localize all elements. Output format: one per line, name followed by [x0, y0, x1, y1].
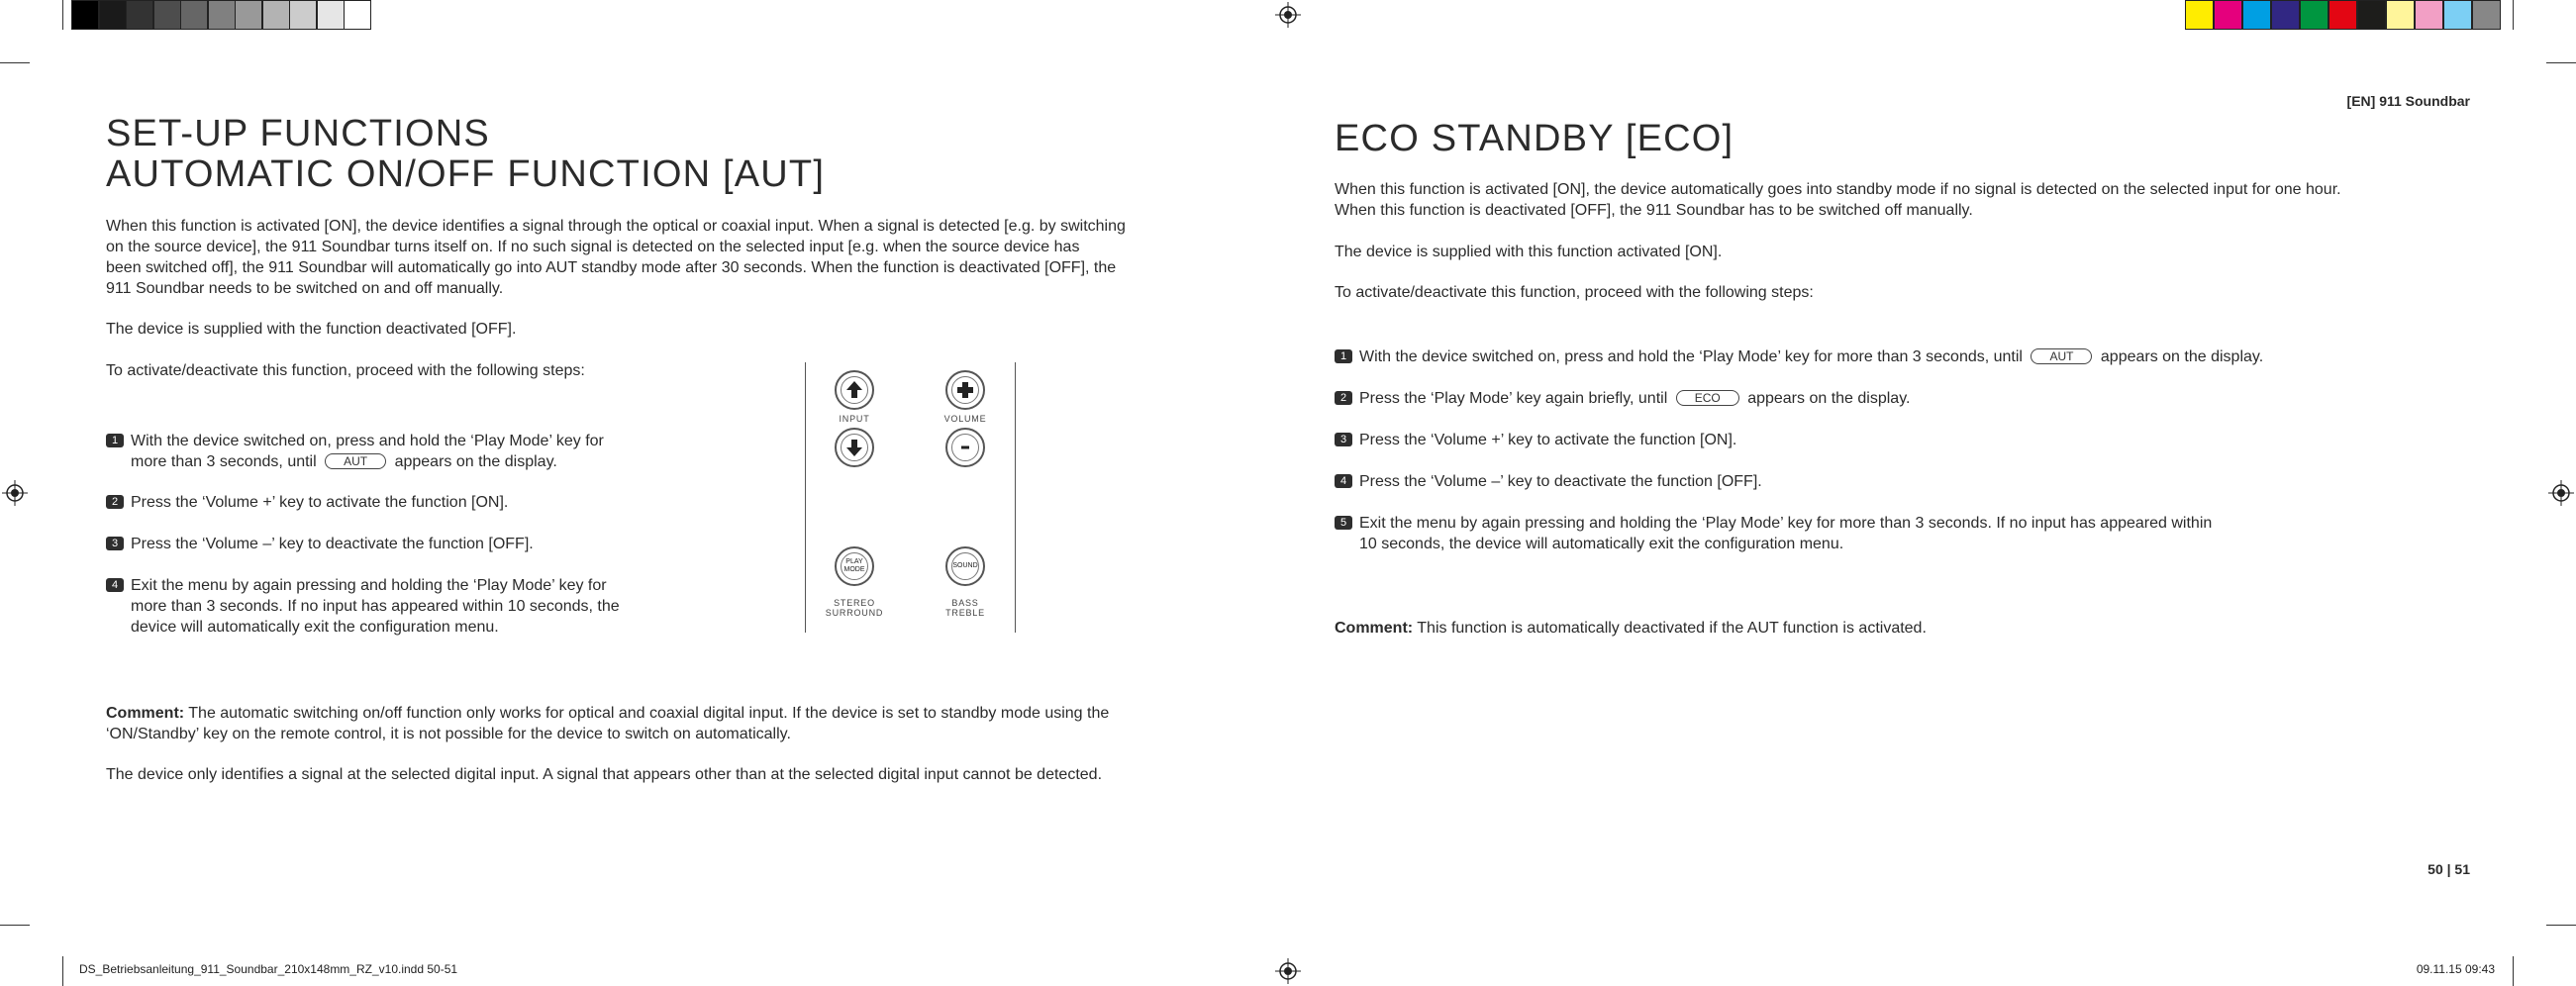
step-number: 4 [106, 578, 124, 592]
gray-swatch [289, 0, 317, 30]
step-2 [106, 492, 740, 513]
minus-icon [947, 430, 983, 465]
comment-label: Comment: [1335, 620, 1414, 637]
gray-swatch [99, 0, 127, 30]
volume-plus-button [945, 370, 985, 410]
arrow-down-icon [837, 430, 872, 465]
right-intro [1335, 179, 2483, 221]
stereo-label-line: SURROUND [825, 608, 884, 618]
eco-title: ECO STANDBY [ECO] [1335, 118, 1734, 159]
left-title [106, 114, 1244, 195]
color-swatch [2415, 0, 2443, 30]
step-number: 1 [106, 434, 124, 447]
lcd-display-eco: ECO [1676, 390, 1739, 406]
registration-mark-icon [2, 480, 28, 506]
gray-swatch [344, 0, 371, 30]
crop-mark [0, 925, 30, 926]
comment-line: ‘ON/Standby’ key on the remote control, it is not possible for the device to switch on automatically. [106, 726, 791, 742]
comment-label: Comment: [106, 705, 185, 722]
color-swatch [2357, 0, 2386, 30]
input-up-button [835, 370, 874, 410]
eco-step-5 [1335, 513, 2483, 554]
intro-line: When this function is activated [ON], the device automatically goes into standby mode if no signal is detected on the selected input for one hour. [1335, 181, 2341, 198]
eco-step-3 [1335, 430, 2483, 450]
step-text: Press the ‘Volume +’ key to activate the function [ON]. [131, 494, 509, 511]
gray-swatch [262, 0, 290, 30]
gray-swatch [317, 0, 345, 30]
volume-minus-button [945, 428, 985, 467]
step-text: 10 seconds, the device will automatically exit the configuration menu. [1359, 536, 1844, 552]
color-swatch [2242, 0, 2271, 30]
eco-step-2 [1335, 388, 2483, 409]
color-swatch [2271, 0, 2300, 30]
bass-label-line: BASS [951, 598, 979, 608]
gray-swatch [180, 0, 208, 30]
color-swatch [2300, 0, 2328, 30]
intro-line: been switched off], the 911 Soundbar will automatically go into AUT standby mode after 30 seconds. When the function is deactivated [OFF], the [106, 259, 1117, 276]
section-title: SET-UP FUNCTIONS [106, 113, 490, 154]
intro-line: When this function is activated [ON], the device identifies a signal through the optical or coaxial input. When a signal is detected [e.g. by switching [106, 218, 1126, 235]
step-3 [106, 534, 740, 554]
step-number: 2 [106, 495, 124, 509]
eco-comment: Comment: This function is automatically deactivated if the AUT function is activated. [1335, 620, 1927, 637]
gray-swatch [235, 0, 262, 30]
eco-step-1 [1335, 346, 2483, 367]
crop-mark [62, 956, 63, 986]
step-number: 1 [1335, 349, 1352, 363]
crop-mark [2546, 62, 2576, 63]
bass-label-line: TREBLE [945, 608, 985, 618]
play-mode-button [835, 546, 874, 586]
registration-mark-icon [1275, 2, 1301, 28]
intro-line: on the source device], the 911 Soundbar turns itself on. If no such signal is detected on the selected input [e.g. when the source device has [106, 239, 1080, 255]
step-text: Press the ‘Volume +’ key to activate the function [ON]. [1359, 432, 1737, 448]
eco-step-4 [1335, 471, 2483, 492]
input-down-button [835, 428, 874, 467]
supplied-note: The device is supplied with this function activated [ON]. [1335, 244, 1723, 260]
crop-mark [2513, 0, 2514, 30]
crop-mark [2546, 925, 2576, 926]
step-1 [106, 431, 740, 472]
page-numbers: 50 | 51 [2427, 861, 2470, 877]
registration-mark-icon [1275, 958, 1301, 984]
stereo-label-line: STEREO [834, 598, 875, 608]
crop-mark [0, 62, 30, 63]
gray-swatch [71, 0, 99, 30]
date-slug: 09.11.15 09:43 [2416, 962, 2495, 976]
step-text: With the device switched on, press and hold the ‘Play Mode’ key for [131, 433, 604, 449]
running-header: [EN] 911 Soundbar [2346, 93, 2470, 109]
left-intro [106, 216, 1254, 299]
file-slug: DS_Betriebsanleitung_911_Soundbar_210x148mm_RZ_v10.indd 50-51 [79, 962, 458, 976]
lcd-display-aut: AUT [2031, 348, 2092, 364]
color-swatch [2472, 0, 2501, 30]
step-number: 3 [106, 537, 124, 550]
gray-swatch [153, 0, 181, 30]
step-text: more than 3 seconds, until AUT appears on the display. [131, 453, 557, 470]
remote-control-illustration [805, 362, 1017, 633]
step-text: Exit the menu by again pressing and holding the ‘Play Mode’ key for [131, 577, 607, 594]
step-text: more than 3 seconds. If no input has appeared within 10 seconds, the [131, 598, 620, 615]
sound-label: SOUND [952, 562, 978, 569]
crop-mark [62, 0, 63, 30]
stereo-surround-label [815, 598, 894, 618]
arrow-up-icon [837, 372, 872, 408]
step-number: 5 [1335, 516, 1352, 530]
supplied-note: The device is supplied with the function deactivated [OFF]. [106, 321, 517, 338]
proceed-note: To activate/deactivate this function, proceed with the following steps: [1335, 284, 1814, 301]
step-text: Press the ‘Volume –’ key to deactivate the function [OFF]. [131, 536, 534, 552]
proceed-note: To activate/deactivate this function, proceed with the following steps: [106, 362, 585, 379]
color-swatch [2214, 0, 2242, 30]
color-swatch [2386, 0, 2415, 30]
step-text: Press the ‘Play Mode’ key again briefly, until ECO appears on the display. [1359, 390, 1911, 407]
step-text: device will automatically exit the configuration menu. [131, 619, 499, 636]
digital-input-note: The device only identifies a signal at the selected digital input. A signal that appears other than at the selected digital input cannot be detected. [106, 766, 1103, 783]
step-text: Exit the menu by again pressing and holding the ‘Play Mode’ key for more than 3 seconds. If no input has appeared within [1359, 515, 2213, 532]
step-text: With the device switched on, press and hold the ‘Play Mode’ key for more than 3 seconds, until AUT appears on the display. [1359, 348, 2264, 365]
play-mode-label: PLAY MODE [843, 558, 865, 573]
step-text: Press the ‘Volume –’ key to deactivate the function [OFF]. [1359, 473, 1762, 490]
lcd-display-aut: AUT [325, 453, 386, 469]
comment-line: Comment: The automatic switching on/off function only works for optical and coaxial digital input. If the device is set to standby mode using the [106, 705, 1110, 722]
left-comment [106, 703, 1254, 744]
step-number: 4 [1335, 474, 1352, 488]
registration-mark-icon [2548, 480, 2574, 506]
volume-label: VOLUME [943, 414, 987, 424]
step-4 [106, 575, 740, 638]
crop-mark [2513, 956, 2514, 986]
gray-swatch [208, 0, 236, 30]
step-number: 3 [1335, 433, 1352, 446]
plus-icon [947, 372, 983, 408]
sound-button [945, 546, 985, 586]
color-swatch [2443, 0, 2472, 30]
step-number: 2 [1335, 391, 1352, 405]
remote-edge-left [805, 362, 806, 633]
input-label: INPUT [839, 414, 870, 424]
gray-swatch [126, 0, 153, 30]
intro-line: 911 Soundbar needs to be switched on and off manually. [106, 280, 504, 297]
color-swatch [2328, 0, 2357, 30]
function-title: AUTOMATIC ON/OFF FUNCTION [AUT] [106, 153, 826, 195]
intro-line: When this function is deactivated [OFF], the 911 Soundbar has to be switched off manually. [1335, 202, 1973, 219]
color-swatch [2185, 0, 2214, 30]
bass-treble-label [926, 598, 1005, 618]
remote-edge-right [1015, 362, 1016, 633]
